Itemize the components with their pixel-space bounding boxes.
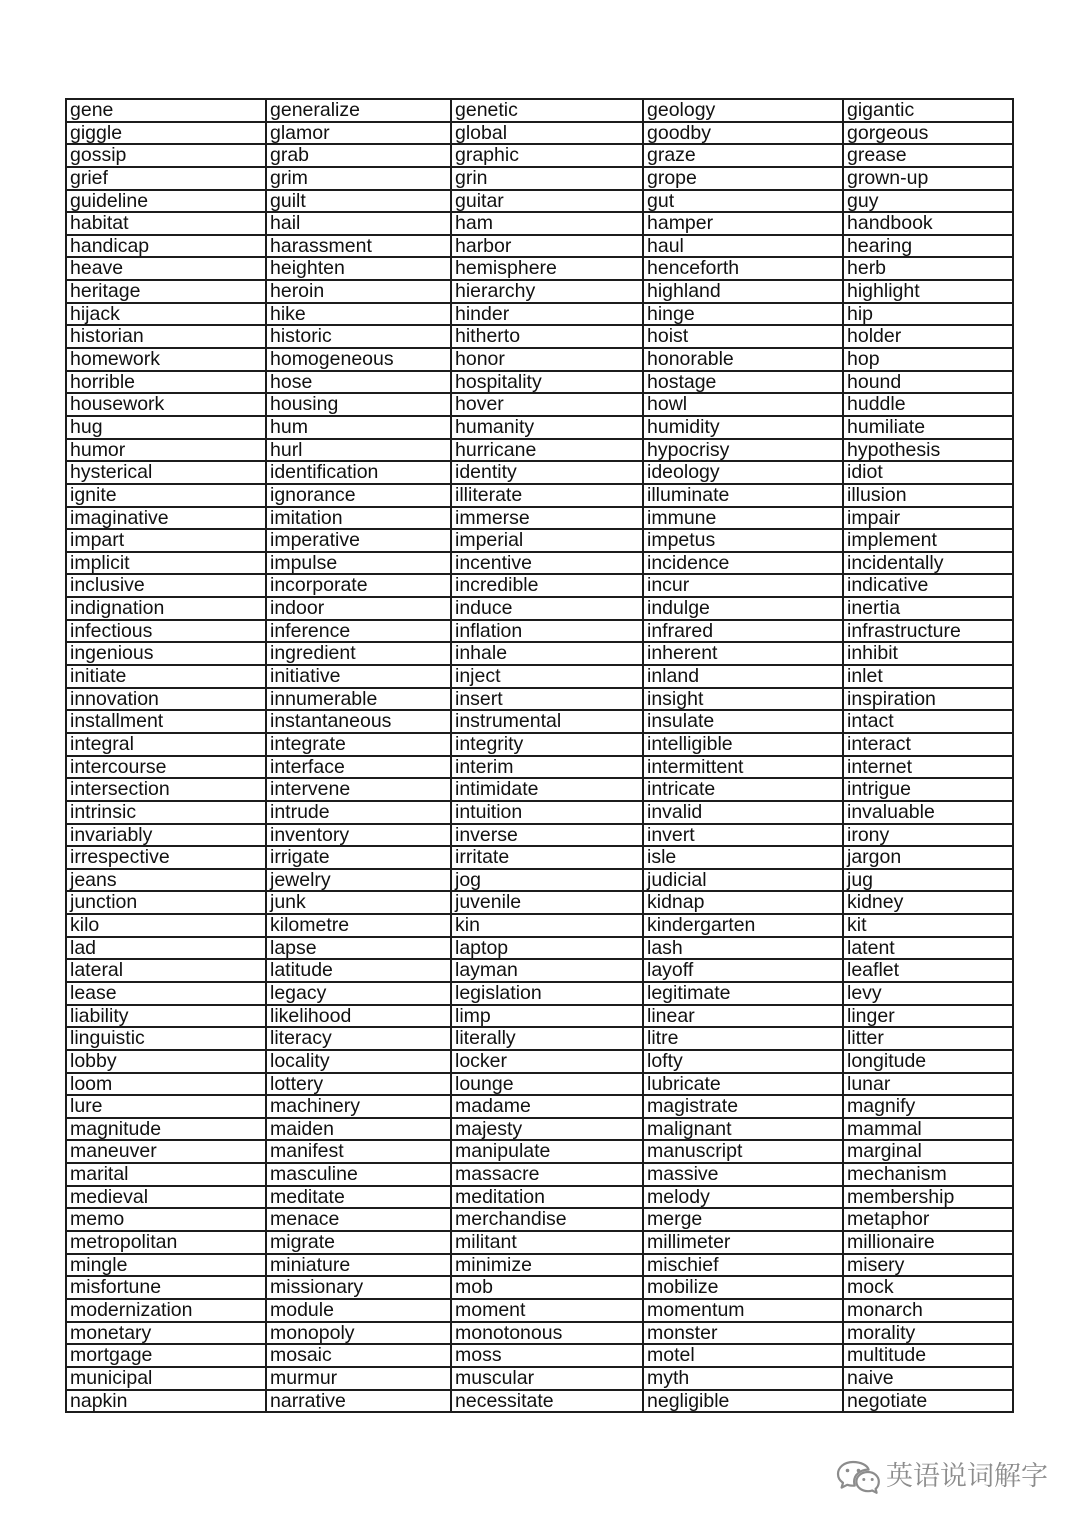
word-cell: invert xyxy=(644,825,844,848)
word-cell: kilo xyxy=(67,915,267,938)
word-cell: incidence xyxy=(644,553,844,576)
word-cell: indoor xyxy=(267,598,452,621)
word-cell: lapse xyxy=(267,938,452,961)
word-cell: kin xyxy=(452,915,644,938)
word-cell: likelihood xyxy=(267,1006,452,1029)
word-cell: kidney xyxy=(844,892,1014,915)
word-cell: module xyxy=(267,1300,452,1323)
word-cell: linear xyxy=(644,1006,844,1029)
word-cell: intuition xyxy=(452,802,644,825)
word-cell: napkin xyxy=(67,1391,267,1414)
word-cell: mobilize xyxy=(644,1277,844,1300)
word-cell: inspiration xyxy=(844,689,1014,712)
word-cell: membership xyxy=(844,1187,1014,1210)
word-cell: laptop xyxy=(452,938,644,961)
word-cell: magnitude xyxy=(67,1119,267,1142)
word-cell: jug xyxy=(844,870,1014,893)
word-cell: inverse xyxy=(452,825,644,848)
word-cell: ingredient xyxy=(267,643,452,666)
word-cell: heritage xyxy=(67,281,267,304)
word-cell: generalize xyxy=(267,100,452,123)
word-cell: instrumental xyxy=(452,711,644,734)
word-cell: grease xyxy=(844,145,1014,168)
word-cell: impulse xyxy=(267,553,452,576)
word-cell: installment xyxy=(67,711,267,734)
word-cell: indicative xyxy=(844,575,1014,598)
word-cell: illiterate xyxy=(452,485,644,508)
word-cell: necessitate xyxy=(452,1391,644,1414)
word-cell: inertia xyxy=(844,598,1014,621)
word-cell: hound xyxy=(844,372,1014,395)
wechat-icon xyxy=(836,1458,880,1496)
word-cell: hierarchy xyxy=(452,281,644,304)
word-cell: initiate xyxy=(67,666,267,689)
word-cell: graze xyxy=(644,145,844,168)
word-cell: grin xyxy=(452,168,644,191)
watermark-text: 英语说词解字 xyxy=(886,1461,1048,1492)
word-cell: moss xyxy=(452,1345,644,1368)
word-cell: inventory xyxy=(267,825,452,848)
word-cell: insight xyxy=(644,689,844,712)
word-cell: millionaire xyxy=(844,1232,1014,1255)
word-cell: huddle xyxy=(844,394,1014,417)
word-cell: moment xyxy=(452,1300,644,1323)
word-cell: machinery xyxy=(267,1096,452,1119)
word-cell: implicit xyxy=(67,553,267,576)
word-cell: morality xyxy=(844,1323,1014,1346)
word-cell: infectious xyxy=(67,621,267,644)
word-cell: litter xyxy=(844,1028,1014,1051)
word-table xyxy=(65,98,1014,1413)
word-cell: muscular xyxy=(452,1368,644,1391)
word-cell: goodby xyxy=(644,123,844,146)
word-cell: jewelry xyxy=(267,870,452,893)
word-cell: honorable xyxy=(644,349,844,372)
word-cell: inhale xyxy=(452,643,644,666)
word-cell: monarch xyxy=(844,1300,1014,1323)
word-cell: levy xyxy=(844,983,1014,1006)
word-cell: hose xyxy=(267,372,452,395)
word-cell: impart xyxy=(67,530,267,553)
word-cell: intricate xyxy=(644,779,844,802)
word-cell: impetus xyxy=(644,530,844,553)
word-cell: junk xyxy=(267,892,452,915)
word-cell: marital xyxy=(67,1164,267,1187)
word-cell: kilometre xyxy=(267,915,452,938)
word-cell: genetic xyxy=(452,100,644,123)
word-cell: litre xyxy=(644,1028,844,1051)
word-cell: intrude xyxy=(267,802,452,825)
word-cell: madame xyxy=(452,1096,644,1119)
word-cell: multitude xyxy=(844,1345,1014,1368)
word-cell: inflation xyxy=(452,621,644,644)
word-cell: intersection xyxy=(67,779,267,802)
word-cell: magistrate xyxy=(644,1096,844,1119)
word-cell: imperative xyxy=(267,530,452,553)
word-cell: immune xyxy=(644,508,844,531)
word-cell: ignite xyxy=(67,485,267,508)
word-cell: gorgeous xyxy=(844,123,1014,146)
word-cell: integral xyxy=(67,734,267,757)
word-cell: ignorance xyxy=(267,485,452,508)
word-cell: ham xyxy=(452,213,644,236)
word-cell: grope xyxy=(644,168,844,191)
word-cell: illusion xyxy=(844,485,1014,508)
word-cell: guideline xyxy=(67,191,267,214)
word-cell: monster xyxy=(644,1323,844,1346)
word-cell: handicap xyxy=(67,236,267,259)
word-cell: heroin xyxy=(267,281,452,304)
word-cell: isle xyxy=(644,847,844,870)
word-cell: incredible xyxy=(452,575,644,598)
word-cell: invariably xyxy=(67,825,267,848)
word-cell: lounge xyxy=(452,1074,644,1097)
word-cell: minimize xyxy=(452,1255,644,1278)
word-cell: hypothesis xyxy=(844,440,1014,463)
word-cell: ingenious xyxy=(67,643,267,666)
word-cell: legitimate xyxy=(644,983,844,1006)
word-cell: negotiate xyxy=(844,1391,1014,1414)
word-cell: gossip xyxy=(67,145,267,168)
word-cell: lottery xyxy=(267,1074,452,1097)
word-cell: meditation xyxy=(452,1187,644,1210)
word-cell: hoist xyxy=(644,326,844,349)
word-cell: mischief xyxy=(644,1255,844,1278)
word-cell: hug xyxy=(67,417,267,440)
word-cell: gene xyxy=(67,100,267,123)
word-cell: hover xyxy=(452,394,644,417)
word-cell: integrate xyxy=(267,734,452,757)
word-cell: manuscript xyxy=(644,1141,844,1164)
word-cell: masculine xyxy=(267,1164,452,1187)
word-cell: missionary xyxy=(267,1277,452,1300)
word-cell: legacy xyxy=(267,983,452,1006)
word-cell: historian xyxy=(67,326,267,349)
word-cell: majesty xyxy=(452,1119,644,1142)
word-cell: impair xyxy=(844,508,1014,531)
word-cell: guilt xyxy=(267,191,452,214)
word-cell: hostage xyxy=(644,372,844,395)
word-cell: housework xyxy=(67,394,267,417)
word-cell: literally xyxy=(452,1028,644,1051)
word-cell: longitude xyxy=(844,1051,1014,1074)
word-cell: marginal xyxy=(844,1141,1014,1164)
word-cell: motel xyxy=(644,1345,844,1368)
word-cell: inclusive xyxy=(67,575,267,598)
word-cell: insert xyxy=(452,689,644,712)
word-cell: metropolitan xyxy=(67,1232,267,1255)
word-cell: maiden xyxy=(267,1119,452,1142)
word-cell: humor xyxy=(67,440,267,463)
word-cell: manipulate xyxy=(452,1141,644,1164)
word-cell: myth xyxy=(644,1368,844,1391)
word-cell: irritate xyxy=(452,847,644,870)
word-cell: heave xyxy=(67,258,267,281)
word-cell: glamor xyxy=(267,123,452,146)
word-cell: gut xyxy=(644,191,844,214)
word-cell: lash xyxy=(644,938,844,961)
word-cell: liability xyxy=(67,1006,267,1029)
word-cell: modernization xyxy=(67,1300,267,1323)
word-cell: migrate xyxy=(267,1232,452,1255)
word-cell: infrastructure xyxy=(844,621,1014,644)
word-cell: kit xyxy=(844,915,1014,938)
word-cell: mosaic xyxy=(267,1345,452,1368)
word-cell: naive xyxy=(844,1368,1014,1391)
word-cell: magnify xyxy=(844,1096,1014,1119)
word-cell: immerse xyxy=(452,508,644,531)
word-cell: implement xyxy=(844,530,1014,553)
word-cell: insulate xyxy=(644,711,844,734)
word-cell: momentum xyxy=(644,1300,844,1323)
word-cell: mock xyxy=(844,1277,1014,1300)
word-cell: hysterical xyxy=(67,462,267,485)
word-cell: grab xyxy=(267,145,452,168)
word-cell: murmur xyxy=(267,1368,452,1391)
word-cell: mortgage xyxy=(67,1345,267,1368)
word-cell: massacre xyxy=(452,1164,644,1187)
word-cell: negligible xyxy=(644,1391,844,1414)
word-cell: incur xyxy=(644,575,844,598)
word-cell: henceforth xyxy=(644,258,844,281)
word-cell: literacy xyxy=(267,1028,452,1051)
word-cell: incentive xyxy=(452,553,644,576)
word-cell: ideology xyxy=(644,462,844,485)
word-cell: latent xyxy=(844,938,1014,961)
word-cell: innumerable xyxy=(267,689,452,712)
word-cell: invalid xyxy=(644,802,844,825)
word-cell: hop xyxy=(844,349,1014,372)
watermark xyxy=(836,1457,1048,1497)
word-cell: militant xyxy=(452,1232,644,1255)
word-cell: humidity xyxy=(644,417,844,440)
word-cell: interact xyxy=(844,734,1014,757)
word-cell: locality xyxy=(267,1051,452,1074)
word-cell: inhibit xyxy=(844,643,1014,666)
word-cell: legislation xyxy=(452,983,644,1006)
word-cell: jeans xyxy=(67,870,267,893)
word-cell: leaflet xyxy=(844,960,1014,983)
word-cell: monotonous xyxy=(452,1323,644,1346)
word-cell: handbook xyxy=(844,213,1014,236)
word-cell: merge xyxy=(644,1209,844,1232)
word-cell: inject xyxy=(452,666,644,689)
word-cell: meditate xyxy=(267,1187,452,1210)
word-cell: interim xyxy=(452,757,644,780)
word-cell: hearing xyxy=(844,236,1014,259)
word-cell: narrative xyxy=(267,1391,452,1414)
word-cell: miniature xyxy=(267,1255,452,1278)
word-cell: misfortune xyxy=(67,1277,267,1300)
word-cell: mammal xyxy=(844,1119,1014,1142)
word-cell: howl xyxy=(644,394,844,417)
word-cell: intimidate xyxy=(452,779,644,802)
word-cell: lease xyxy=(67,983,267,1006)
word-cell: jog xyxy=(452,870,644,893)
word-cell: highlight xyxy=(844,281,1014,304)
word-cell: lobby xyxy=(67,1051,267,1074)
word-cell: innovation xyxy=(67,689,267,712)
word-cell: lure xyxy=(67,1096,267,1119)
word-cell: hitherto xyxy=(452,326,644,349)
word-cell: maneuver xyxy=(67,1141,267,1164)
word-cell: guitar xyxy=(452,191,644,214)
word-cell: mingle xyxy=(67,1255,267,1278)
word-cell: holder xyxy=(844,326,1014,349)
word-cell: imaginative xyxy=(67,508,267,531)
word-cell: millimeter xyxy=(644,1232,844,1255)
word-cell: misery xyxy=(844,1255,1014,1278)
word-cell: hypocrisy xyxy=(644,440,844,463)
word-cell: kidnap xyxy=(644,892,844,915)
word-cell: humiliate xyxy=(844,417,1014,440)
word-cell: intrigue xyxy=(844,779,1014,802)
word-cell: juvenile xyxy=(452,892,644,915)
word-cell: hinge xyxy=(644,304,844,327)
word-cell: mechanism xyxy=(844,1164,1014,1187)
word-cell: indignation xyxy=(67,598,267,621)
word-cell: homogeneous xyxy=(267,349,452,372)
word-cell: inference xyxy=(267,621,452,644)
word-cell: locker xyxy=(452,1051,644,1074)
word-cell: medieval xyxy=(67,1187,267,1210)
word-cell: harbor xyxy=(452,236,644,259)
word-cell: merchandise xyxy=(452,1209,644,1232)
word-cell: massive xyxy=(644,1164,844,1187)
word-cell: horrible xyxy=(67,372,267,395)
word-cell: junction xyxy=(67,892,267,915)
word-cell: lateral xyxy=(67,960,267,983)
word-cell: global xyxy=(452,123,644,146)
word-cell: identity xyxy=(452,462,644,485)
word-cell: grief xyxy=(67,168,267,191)
word-cell: grown-up xyxy=(844,168,1014,191)
word-cell: illuminate xyxy=(644,485,844,508)
word-cell: lofty xyxy=(644,1051,844,1074)
word-cell: hail xyxy=(267,213,452,236)
word-cell: limp xyxy=(452,1006,644,1029)
word-cell: housing xyxy=(267,394,452,417)
word-cell: manifest xyxy=(267,1141,452,1164)
word-cell: hijack xyxy=(67,304,267,327)
word-cell: hinder xyxy=(452,304,644,327)
word-cell: intrinsic xyxy=(67,802,267,825)
word-cell: internet xyxy=(844,757,1014,780)
word-cell: malignant xyxy=(644,1119,844,1142)
word-cell: lad xyxy=(67,938,267,961)
word-cell: gigantic xyxy=(844,100,1014,123)
word-cell: honor xyxy=(452,349,644,372)
word-cell: metaphor xyxy=(844,1209,1014,1232)
word-cell: linger xyxy=(844,1006,1014,1029)
word-cell: herb xyxy=(844,258,1014,281)
word-cell: intercourse xyxy=(67,757,267,780)
word-cell: hamper xyxy=(644,213,844,236)
word-cell: guy xyxy=(844,191,1014,214)
word-cell: intelligible xyxy=(644,734,844,757)
word-cell: interface xyxy=(267,757,452,780)
word-cell: inland xyxy=(644,666,844,689)
word-cell: linguistic xyxy=(67,1028,267,1051)
word-cell: loom xyxy=(67,1074,267,1097)
word-cell: hike xyxy=(267,304,452,327)
word-cell: intervene xyxy=(267,779,452,802)
word-cell: heighten xyxy=(267,258,452,281)
word-cell: initiative xyxy=(267,666,452,689)
word-cell: invaluable xyxy=(844,802,1014,825)
word-cell: induce xyxy=(452,598,644,621)
word-cell: monopoly xyxy=(267,1323,452,1346)
word-cell: humanity xyxy=(452,417,644,440)
word-cell: hum xyxy=(267,417,452,440)
word-cell: giggle xyxy=(67,123,267,146)
word-cell: intact xyxy=(844,711,1014,734)
word-cell: integrity xyxy=(452,734,644,757)
word-cell: hemisphere xyxy=(452,258,644,281)
word-cell: habitat xyxy=(67,213,267,236)
word-cell: latitude xyxy=(267,960,452,983)
word-cell: irrigate xyxy=(267,847,452,870)
word-cell: idiot xyxy=(844,462,1014,485)
word-cell: hurl xyxy=(267,440,452,463)
word-cell: indulge xyxy=(644,598,844,621)
word-cell: hip xyxy=(844,304,1014,327)
word-cell: infrared xyxy=(644,621,844,644)
word-cell: monetary xyxy=(67,1323,267,1346)
word-cell: kindergarten xyxy=(644,915,844,938)
word-cell: intermittent xyxy=(644,757,844,780)
word-cell: highland xyxy=(644,281,844,304)
word-cell: memo xyxy=(67,1209,267,1232)
word-cell: mob xyxy=(452,1277,644,1300)
word-cell: hurricane xyxy=(452,440,644,463)
word-cell: incidentally xyxy=(844,553,1014,576)
word-cell: melody xyxy=(644,1187,844,1210)
word-cell: imitation xyxy=(267,508,452,531)
word-cell: harassment xyxy=(267,236,452,259)
word-cell: identification xyxy=(267,462,452,485)
word-cell: jargon xyxy=(844,847,1014,870)
word-cell: hospitality xyxy=(452,372,644,395)
word-cell: incorporate xyxy=(267,575,452,598)
word-cell: irrespective xyxy=(67,847,267,870)
word-cell: layman xyxy=(452,960,644,983)
word-cell: imperial xyxy=(452,530,644,553)
word-cell: graphic xyxy=(452,145,644,168)
word-cell: irony xyxy=(844,825,1014,848)
word-cell: layoff xyxy=(644,960,844,983)
word-cell: geology xyxy=(644,100,844,123)
word-cell: menace xyxy=(267,1209,452,1232)
word-cell: haul xyxy=(644,236,844,259)
word-cell: municipal xyxy=(67,1368,267,1391)
word-cell: historic xyxy=(267,326,452,349)
word-cell: lubricate xyxy=(644,1074,844,1097)
word-cell: inlet xyxy=(844,666,1014,689)
word-cell: judicial xyxy=(644,870,844,893)
word-cell: homework xyxy=(67,349,267,372)
word-cell: inherent xyxy=(644,643,844,666)
word-cell: lunar xyxy=(844,1074,1014,1097)
word-cell: instantaneous xyxy=(267,711,452,734)
word-cell: grim xyxy=(267,168,452,191)
